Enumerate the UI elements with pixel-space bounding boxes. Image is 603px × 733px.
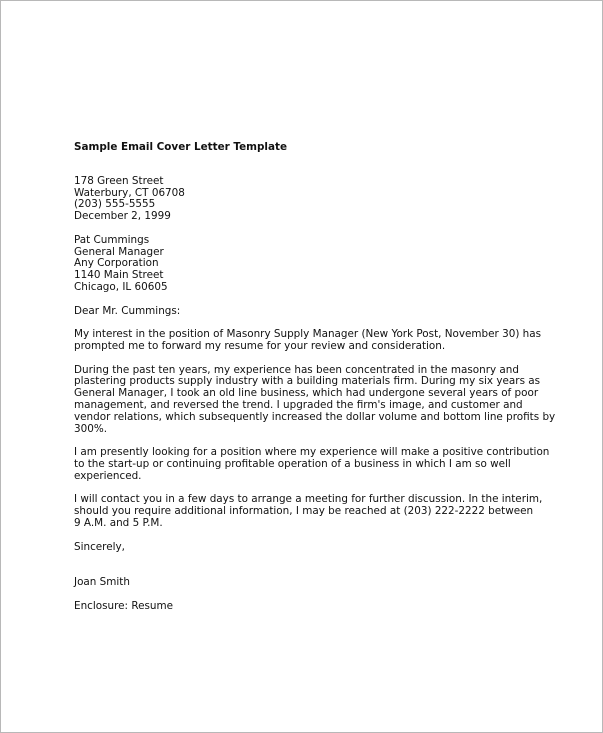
recipient-name: Pat Cummings <box>74 233 150 246</box>
paragraph-line: 9 A.M. and 5 P.M. <box>74 516 163 529</box>
paragraph-line: I am presently looking for a position where my experience will make a positive contribution <box>74 446 550 459</box>
sender-city: Waterbury, CT 06708 <box>74 186 185 199</box>
paragraph-line: experienced. <box>74 469 142 482</box>
enclosure-text: Enclosure: Resume <box>74 599 174 612</box>
recipient-city: Chicago, IL 60605 <box>74 280 168 293</box>
paragraph-line: prompted me to forward my resume for your review and consideration. <box>74 339 446 352</box>
recipient-street: 1140 Main Street <box>74 269 164 282</box>
paragraph-line: should you require additional information, I may be reached at (203) 222-2222 between <box>74 505 534 518</box>
sender-phone: (203) 555-5555 <box>74 198 156 211</box>
document-title: Sample Email Cover Letter Template <box>74 141 287 153</box>
closing <box>74 542 554 554</box>
letter-date: December 2, 1999 <box>74 210 171 223</box>
recipient-address <box>74 235 554 294</box>
paragraph-line: plastering products supply industry with a building materials firm. During my six years as <box>74 375 541 388</box>
paragraph-2 <box>74 365 554 436</box>
paragraph-3 <box>74 447 554 482</box>
enclosure <box>74 601 554 613</box>
closing-text: Sincerely, <box>74 540 125 553</box>
signature <box>74 577 554 589</box>
recipient-company: Any Corporation <box>74 257 159 270</box>
paragraph-line: I will contact you in a few days to arrange a meeting for further discussion. In the interim, <box>74 493 543 506</box>
salutation <box>74 306 554 318</box>
paragraph-4 <box>74 494 554 529</box>
paragraph-line: to the start-up or continuing profitable operation of a business in which I am so well <box>74 457 511 470</box>
sender-street: 178 Green Street <box>74 174 164 187</box>
salutation-text: Dear Mr. Cummings: <box>74 304 181 317</box>
letter-body <box>74 142 554 624</box>
recipient-title: General Manager <box>74 245 164 258</box>
paragraph-line: 300%. <box>74 422 108 435</box>
paragraph-line: vendor relations, which subsequently increased the dollar volume and bottom line profits by <box>74 410 556 423</box>
paragraph-line: My interest in the position of Masonry Supply Manager (New York Post, November 30) has <box>74 328 542 341</box>
sender-address <box>74 176 554 223</box>
paragraph-line: management, and reversed the trend. I upgraded the firm's image, and customer and <box>74 398 523 411</box>
paragraph-line: General Manager, I took an old line business, which had undergone several years of poor <box>74 387 539 400</box>
paragraph-line: During the past ten years, my experience has been concentrated in the masonry and <box>74 363 519 376</box>
signature-name: Joan Smith <box>74 576 130 589</box>
paragraph-1 <box>74 329 554 353</box>
